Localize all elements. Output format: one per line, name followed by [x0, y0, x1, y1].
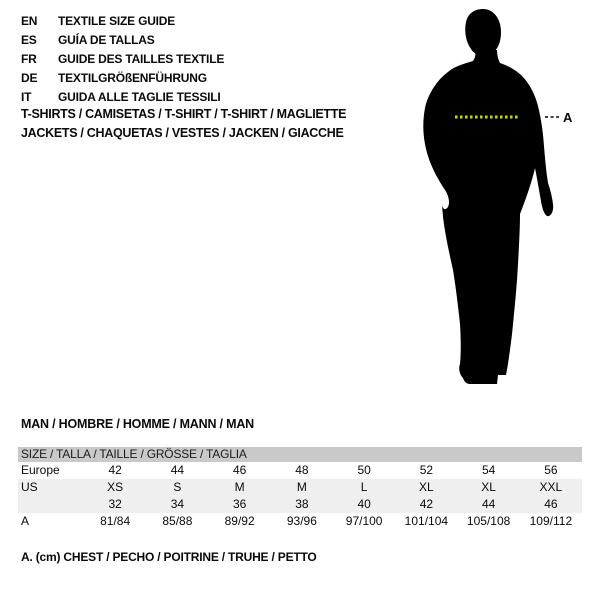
- size-cell: 36: [232, 497, 247, 511]
- size-cell: XL: [481, 480, 496, 494]
- size-cell: S: [173, 480, 182, 494]
- size-cell: 50: [357, 463, 371, 477]
- size-cell: 52: [419, 463, 434, 477]
- size-cell: 42: [419, 497, 434, 511]
- language-guide-text: TEXTILE SIZE GUIDE: [58, 14, 176, 28]
- size-cell: 44: [481, 497, 496, 511]
- language-code: IT: [21, 90, 32, 104]
- size-cell: 97/100: [345, 514, 383, 528]
- man-silhouette: [415, 6, 575, 398]
- garment-types: [21, 105, 346, 143]
- size-cell: 32: [108, 497, 122, 511]
- garment-types-line1: T-SHIRTS / CAMISETAS / T-SHIRT / T-SHIRT / MAGLIETTE: [21, 107, 347, 121]
- size-cell: L: [360, 480, 368, 494]
- size-cell: 46: [544, 497, 558, 511]
- language-code: DE: [21, 71, 38, 85]
- footnote-chest-legend: A. (cm) CHEST / PECHO / POITRINE / TRUHE / PETTO: [21, 550, 317, 564]
- language-guide-text: GUÍA DE TALLAS: [58, 33, 155, 47]
- size-table: [18, 447, 582, 530]
- language-code: EN: [21, 14, 38, 28]
- language-code: ES: [21, 33, 37, 47]
- man-figure: [415, 6, 575, 398]
- garment-types-line2: JACKETS / CHAQUETAS / VESTES / JACKEN / GIACCHE: [21, 126, 344, 140]
- size-cell: XS: [107, 480, 124, 494]
- size-cell: 46: [232, 463, 247, 477]
- silhouette-head: [465, 9, 501, 56]
- size-cell: XL: [419, 480, 434, 494]
- size-cell: 85/88: [162, 514, 193, 528]
- size-cell: 40: [357, 497, 371, 511]
- language-guide-list: [21, 12, 224, 107]
- size-cell: 38: [295, 497, 309, 511]
- size-cell: 105/108: [466, 514, 511, 528]
- size-cell: 54: [481, 463, 496, 477]
- table-row-chest-a: [18, 513, 582, 530]
- language-guide-text: TEXTILGRÖßENFÜHRUNG: [58, 71, 207, 85]
- silhouette-body: [423, 50, 553, 384]
- language-guide-text: GUIDE DES TAILLES TEXTILE: [58, 52, 225, 66]
- row-label: [18, 496, 84, 513]
- size-cell: M: [234, 480, 245, 494]
- row-label: US: [21, 480, 38, 494]
- size-cell: 109/112: [529, 514, 573, 528]
- size-cell: 56: [544, 463, 558, 477]
- table-row-europe: [18, 462, 582, 479]
- language-guide-text: GUIDA ALLE TAGLIE TESSILI: [58, 90, 221, 104]
- section-title-man: MAN / HOMBRE / HOMME / MANN / MAN: [21, 417, 254, 431]
- size-cell: 89/92: [224, 514, 255, 528]
- table-row-numeric: [18, 496, 582, 513]
- row-label: A: [21, 514, 30, 528]
- language-row-es: [21, 31, 224, 50]
- language-row-en: [21, 12, 224, 31]
- size-cell: 93/96: [286, 514, 317, 528]
- size-cell: M: [296, 480, 307, 494]
- language-code: FR: [21, 52, 37, 66]
- size-cell: 48: [295, 463, 309, 477]
- language-row-de: [21, 69, 224, 88]
- size-cell: 34: [170, 497, 185, 511]
- table-row-us: [18, 479, 582, 496]
- language-row-fr: [21, 50, 224, 69]
- row-label: Europe: [21, 463, 60, 477]
- size-cell: 44: [170, 463, 185, 477]
- size-table-header: SIZE / TALLA / TAILLE / GRÖSSE / TAGLIA: [18, 447, 582, 462]
- size-cell: 101/104: [404, 514, 449, 528]
- size-cell: 81/84: [100, 514, 131, 528]
- measure-label-a: A: [563, 110, 573, 125]
- size-cell: XXL: [539, 480, 563, 494]
- size-cell: 42: [108, 463, 122, 477]
